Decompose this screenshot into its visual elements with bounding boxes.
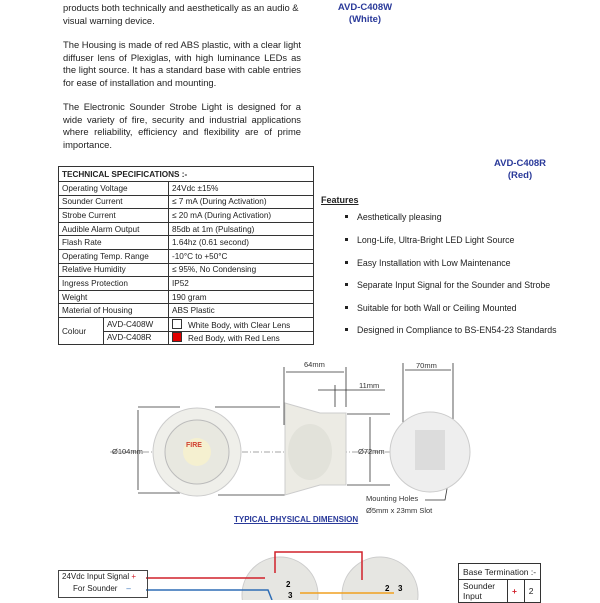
bullet-icon [345, 328, 348, 331]
dimension-caption: TYPICAL PHYSICAL DIMENSION [234, 515, 359, 524]
model-code: AVD-C408W [337, 2, 393, 13]
features-title: Features [321, 195, 359, 205]
spec-label: Relative Humidity [59, 263, 169, 277]
colour-value [169, 331, 314, 345]
mounting-slot-label: Ø5mm x 23mm Slot [366, 506, 433, 515]
colour-text: White Body, with Clear Lens [188, 320, 291, 330]
terminal-2b: 2 [385, 584, 390, 593]
intro-line: visual warning device. [63, 14, 155, 26]
spec-value: ≤ 7 mA (During Activation) [169, 195, 314, 209]
svg-text:FIRE: FIRE [186, 442, 202, 449]
red-swatch-icon [172, 332, 182, 342]
technical-specifications-table [58, 166, 314, 345]
terminal-3: 3 [288, 591, 293, 600]
model-colour: (White) [348, 14, 382, 25]
feature-item [345, 325, 557, 335]
spec-label: Material of Housing [59, 304, 169, 318]
intro-paragraph-1 [63, 2, 301, 27]
base-termination-table [458, 563, 541, 603]
bullet-icon [345, 215, 348, 218]
base-depth-label: 11mm [359, 381, 380, 390]
feature-item [345, 235, 514, 245]
bullet-icon [345, 238, 348, 241]
feature-text: Designed in Compliance to BS-EN54-23 Standards [357, 325, 557, 335]
spec-row [59, 209, 314, 223]
colour-text: Red Body, with Red Lens [188, 334, 280, 344]
spec-value: ≤ 20 mA (During Activation) [169, 209, 314, 223]
feature-item [345, 280, 550, 290]
minus-sign: – [126, 584, 131, 593]
side-view [285, 403, 346, 495]
feature-text: Aesthetically pleasing [357, 212, 442, 222]
spec-value: 24Vdc ±15% [169, 182, 314, 196]
plus-sign: + [508, 580, 525, 603]
spec-table-title: TECHNICAL SPECIFICATIONS :- [59, 167, 314, 182]
input-text: For Sounder [73, 584, 118, 593]
spec-row-colour-white [59, 317, 314, 331]
input-line-1 [59, 571, 147, 583]
spec-value: 190 gram [169, 290, 314, 304]
spec-label: Audible Alarm Output [59, 222, 169, 236]
feature-text: Suitable for both Wall or Ceiling Mounted [357, 303, 517, 313]
input-line-2 [59, 583, 147, 595]
bullet-icon [345, 283, 348, 286]
terminal-2: 2 [286, 580, 291, 589]
plus-sign: + [131, 572, 137, 581]
spec-label: Sounder Current [59, 195, 169, 209]
feature-text: Long-Life, Ultra-Bright LED Light Source [357, 235, 515, 245]
spec-value: -10°C to +50°C [169, 249, 314, 263]
base-view [390, 412, 470, 492]
intro-paragraph-2: The Housing is made of red ABS plastic, with a clear light diffuser lens of Plexiglas, with high luminance LEDs as the light source. It has a standard base with cable entries for ease of installation and mounting. [63, 39, 301, 88]
bullet-icon [345, 306, 348, 309]
sounder-sub: Input [463, 591, 482, 601]
spec-row [59, 263, 314, 277]
front-diameter-label: Ø104mm [112, 447, 143, 456]
feature-item [345, 258, 511, 268]
input-text: 24Vdc Input Signal [62, 572, 130, 581]
spec-row [59, 249, 314, 263]
spec-row [59, 236, 314, 250]
spec-value: 85db at 1m (Pulsating) [169, 222, 314, 236]
spec-row [59, 195, 314, 209]
hole-spacing-label: 70mm [416, 361, 437, 370]
depth-label: 64mm [304, 360, 325, 369]
spec-row [59, 222, 314, 236]
spec-label: Weight [59, 290, 169, 304]
spec-row [59, 304, 314, 318]
feature-text: Easy Installation with Low Maintenance [357, 258, 511, 268]
colour-value [169, 317, 314, 331]
spec-label: Strobe Current [59, 209, 169, 223]
sounder-text: Sounder [463, 581, 496, 591]
sounder-plus-terminal: 2 [524, 580, 540, 603]
product-photos [310, 0, 600, 190]
white-swatch-icon [172, 319, 182, 329]
colour-model: AVD-C408R [104, 331, 169, 345]
spec-label: Operating Temp. Range [59, 249, 169, 263]
model-label-white [330, 2, 400, 26]
terminal-3b: 3 [398, 584, 403, 593]
model-code: AVD-C408R [493, 158, 547, 169]
intro-paragraph-3: The Electronic Sounder Strobe Light is designed for a wide variety of fire, security and industrial applications where reliability, efficiency and flexibility are of prime importance. [63, 101, 301, 150]
spec-value: ≤ 95%, No Condensing [169, 263, 314, 277]
spec-row [59, 277, 314, 291]
model-colour: (Red) [507, 170, 533, 181]
spec-label: Operating Voltage [59, 182, 169, 196]
spec-row [59, 290, 314, 304]
mounting-holes-label: Mounting Holes [366, 494, 419, 503]
spec-value: 1.64hz (0.61 second) [169, 236, 314, 250]
spec-label: Ingress Protection [59, 277, 169, 291]
base-termination-title: Base Termination :- [459, 564, 541, 580]
spec-value: IP52 [169, 277, 314, 291]
dimension-drawing [100, 355, 480, 515]
bullet-icon [345, 261, 348, 264]
feature-text: Separate Input Signal for the Sounder and Strobe [357, 280, 551, 290]
model-label-red [485, 158, 555, 182]
sounder-input-box [58, 570, 148, 598]
base-diameter-label: Ø72mm [358, 447, 385, 456]
feature-item [345, 303, 517, 313]
feature-item [345, 212, 442, 222]
spec-label: Flash Rate [59, 236, 169, 250]
intro-line: products both technically and aesthetically as an audio & [63, 2, 299, 13]
spec-row [59, 182, 314, 196]
colour-label: Colour [59, 317, 104, 344]
sounder-label [459, 580, 508, 603]
front-view [153, 408, 241, 496]
colour-model: AVD-C408W [104, 317, 169, 331]
spec-value: ABS Plastic [169, 304, 314, 318]
